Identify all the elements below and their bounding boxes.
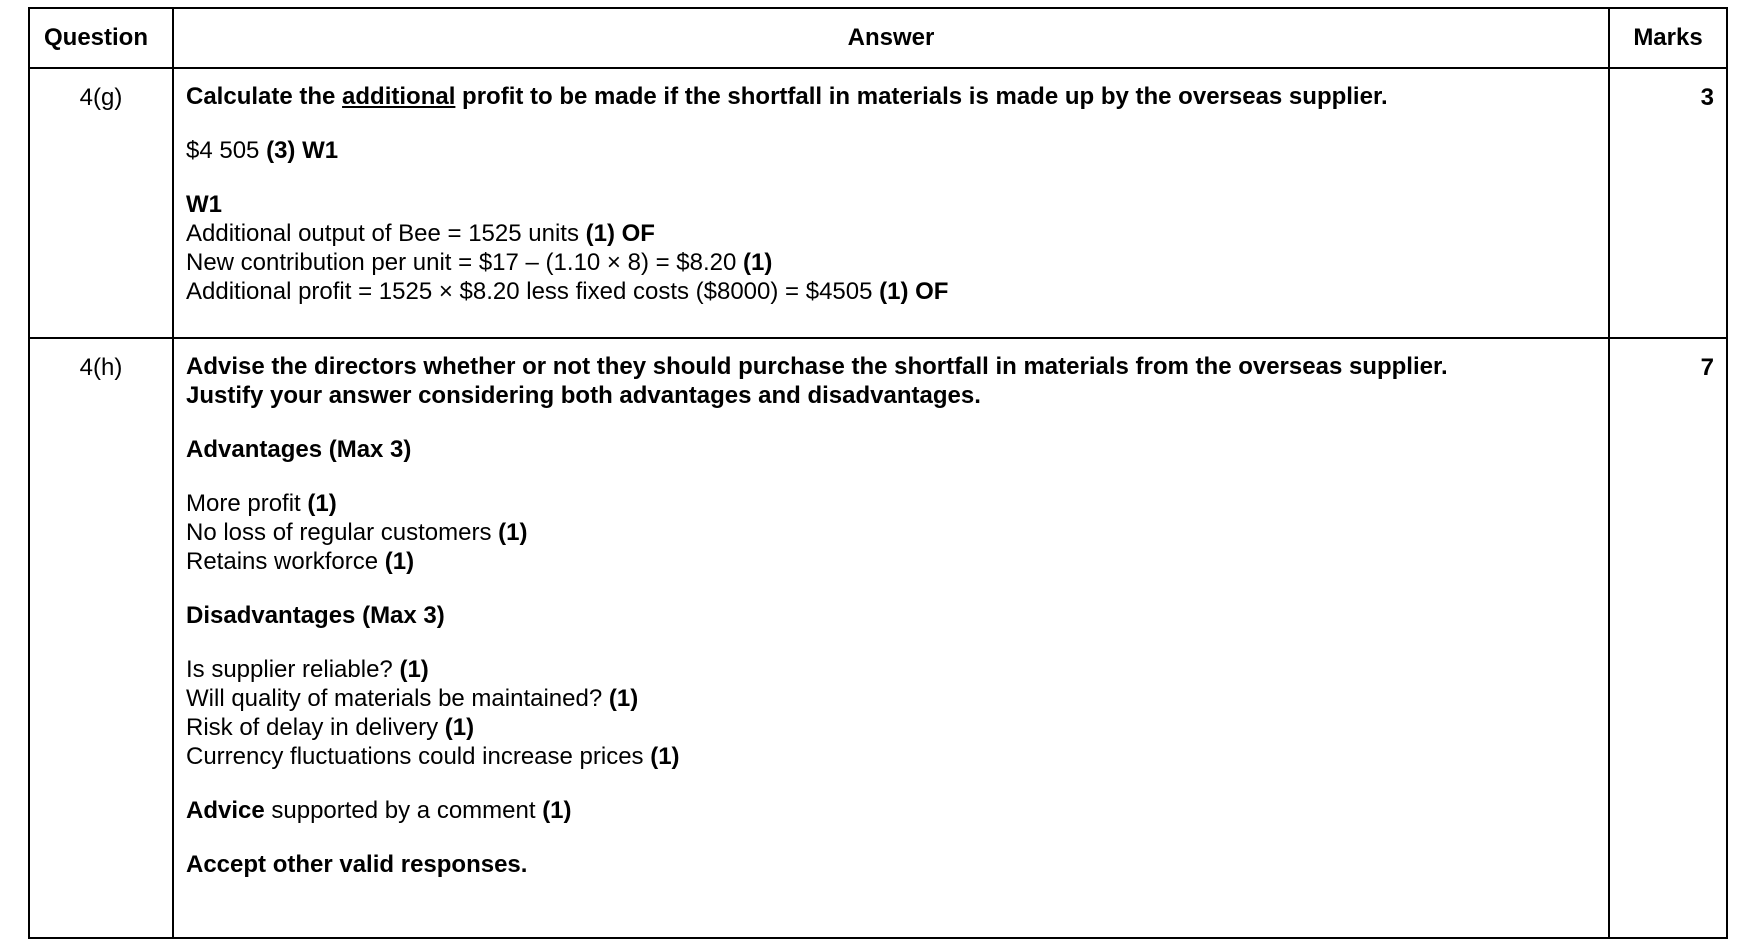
table-header-row: [30, 9, 1726, 67]
working-line: Additional output of Bee = 1525 units (1) OF: [186, 220, 655, 247]
list-item: Currency fluctuations could increase prices (1): [186, 743, 680, 770]
table-row-4h: [30, 337, 1726, 937]
advice-line: Advice supported by a comment (1): [186, 797, 572, 824]
question-number: 4(g): [79, 84, 123, 111]
advantages-title: Advantages (Max 3): [186, 436, 412, 463]
disadvantages-title: Disadvantages (Max 3): [186, 602, 445, 629]
list-item: Risk of delay in delivery (1): [186, 714, 475, 741]
question-prompt-line: Advise the directors whether or not they should purchase the shortfall in materials from the overseas supplier.: [186, 353, 1448, 380]
question-prompt: Calculate the additional profit to be made if the shortfall in materials is made up by the overseas supplier.: [186, 83, 1388, 110]
list-item: More profit (1): [186, 490, 337, 517]
header-answer: Answer: [172, 9, 1608, 67]
answer-value: $4 505 (3) W1: [186, 137, 339, 164]
question-number: 4(h): [79, 354, 123, 381]
answer-cell: [172, 339, 1608, 937]
underlined-word: additional: [342, 83, 456, 110]
working-line: Additional profit = 1525 × $8.20 less fixed costs ($8000) = $4505 (1) OF: [186, 278, 949, 305]
list-item: Is supplier reliable? (1): [186, 656, 429, 683]
table-row-4g: [30, 67, 1726, 337]
answer-cell: [172, 69, 1608, 337]
accept-other-note: Accept other valid responses.: [186, 851, 528, 878]
list-item: Will quality of materials be maintained? (1): [186, 685, 639, 712]
working-title: W1: [186, 191, 222, 218]
marks-value: 3: [1608, 69, 1726, 337]
list-item: No loss of regular customers (1): [186, 519, 528, 546]
mark-scheme-table: [28, 7, 1728, 939]
header-question: Question: [44, 24, 149, 51]
header-marks: Marks: [1608, 9, 1726, 67]
working-line: New contribution per unit = $17 – (1.10 × 8) = $8.20 (1): [186, 249, 773, 276]
list-item: Retains workforce (1): [186, 548, 415, 575]
question-prompt-line: Justify your answer considering both advantages and disadvantages.: [186, 382, 981, 409]
marks-value: 7: [1608, 339, 1726, 937]
